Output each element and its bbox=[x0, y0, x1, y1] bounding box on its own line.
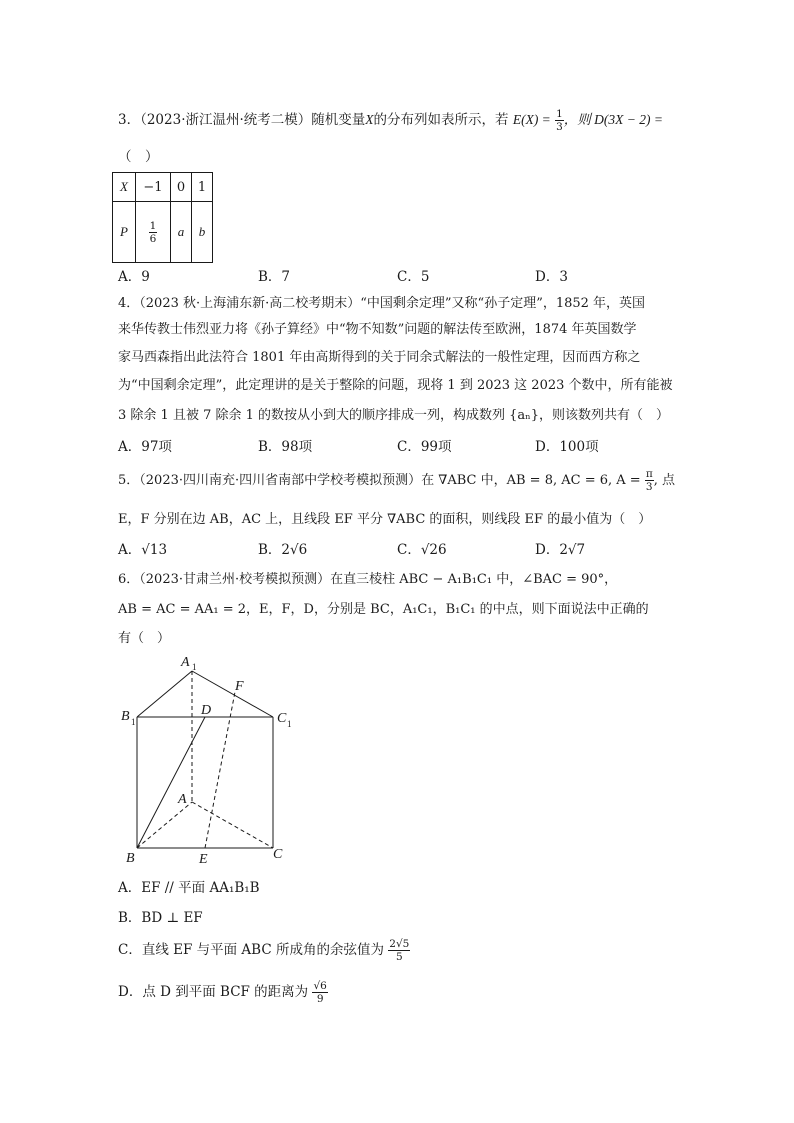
table-cell: −1 bbox=[136, 173, 171, 202]
q3-stem-text-b: 的分布列如表所示，若 bbox=[373, 112, 509, 128]
q3-frac-den: 3 bbox=[556, 121, 563, 133]
table-cell: 0 bbox=[171, 173, 192, 202]
q6-stem-line3: 有（ ） bbox=[118, 631, 171, 646]
q6-option-b[interactable]: B．BD ⊥ EF bbox=[118, 910, 203, 926]
label-e: E bbox=[199, 852, 208, 867]
label-f: F bbox=[235, 679, 244, 694]
q6-option-c[interactable] bbox=[118, 938, 410, 963]
label-a: A bbox=[178, 792, 187, 807]
q3-option-b[interactable]: B．7 bbox=[258, 269, 291, 285]
q3-variance: ，则 D(3X − 2) = bbox=[563, 112, 663, 127]
table-cell: P bbox=[113, 202, 136, 263]
q3-stem-text: 3．（2023·浙江温州·统考二模）随机变量 bbox=[118, 112, 366, 128]
q3-stem-line1 bbox=[118, 108, 663, 133]
d-frac-den: 9 bbox=[316, 993, 324, 1005]
label-a1: A bbox=[181, 655, 190, 670]
q4-line: 家马西森指出此法符合 1801 年由高斯得到的关于同余式解法的一般性定理，因而西方称之 bbox=[118, 350, 641, 365]
q5-frac-num: π bbox=[645, 468, 653, 480]
c-frac-den: 5 bbox=[395, 951, 403, 963]
label-c1: C bbox=[277, 711, 287, 726]
d-frac-num: √6 bbox=[313, 980, 327, 992]
q5-option-c[interactable]: C．√26 bbox=[397, 542, 447, 558]
label-a1-sub: 1 bbox=[192, 662, 197, 672]
q6-stem-line2: AB = AC = AA₁ = 2，E，F，D，分别是 BC，A₁C₁，B₁C₁ 的中点，则下面说法中正确的 bbox=[118, 602, 649, 617]
table-cell bbox=[136, 202, 171, 263]
q4-option-d[interactable]: D．100项 bbox=[535, 439, 599, 455]
table-cell: 1 bbox=[192, 173, 213, 202]
q4-option-b[interactable]: B．98项 bbox=[258, 439, 313, 455]
q4-line: 来华传教士伟烈亚力将《孙子算经》中“物不知数”问题的解法传至欧洲，1874 年英国数学 bbox=[118, 322, 637, 337]
q3-option-d[interactable]: D．3 bbox=[535, 269, 568, 285]
q5-option-d[interactable]: D．2√7 bbox=[535, 542, 586, 558]
q6-stem-line1: 6．（2023·甘肃兰州·校考模拟预测）在直三棱柱 ABC − A₁B₁C₁ 中，∠BAC = 90°， bbox=[118, 572, 618, 587]
q5-option-a[interactable]: A．√13 bbox=[118, 542, 168, 558]
q6-option-a[interactable]: A．EF // 平面 AA₁B₁B bbox=[118, 880, 260, 896]
q3-option-c[interactable]: C．5 bbox=[397, 269, 430, 285]
label-c1-sub: 1 bbox=[287, 719, 292, 729]
q3-expectation: E(X) = bbox=[512, 112, 551, 127]
q3-option-a[interactable]: A．9 bbox=[118, 269, 150, 285]
q4-option-c[interactable]: C．99项 bbox=[397, 439, 452, 455]
q6-option-c-fraction bbox=[388, 938, 410, 963]
q5-fraction bbox=[645, 468, 654, 493]
q5-stem-line2: E，F 分别在边 AB，AC 上，且线段 EF 平分 ∇ABC 的面积，则线段 EF 的最小值为（ ） bbox=[118, 512, 652, 527]
c-frac-num: 2√5 bbox=[389, 938, 410, 950]
q6-option-d-text: D．点 D 到平面 BCF 的距离为 bbox=[118, 984, 309, 1000]
label-b1: B bbox=[121, 709, 130, 724]
edge-b1-a1 bbox=[137, 671, 192, 717]
segment-ef bbox=[205, 692, 235, 848]
distribution-table bbox=[112, 172, 213, 263]
edge-b-a bbox=[137, 802, 192, 848]
q3-fraction bbox=[555, 108, 564, 133]
q3-frac-num: 1 bbox=[556, 108, 563, 120]
q4-line: 3 除余 1 且被 7 除余 1 的数按从小到大的顺序排成一列，构成数列 {aₙ}，则该数列共有（ ） bbox=[118, 408, 670, 423]
label-c: C bbox=[273, 847, 283, 862]
p-frac-num: 1 bbox=[149, 219, 157, 232]
q3-var: X bbox=[365, 112, 374, 127]
p-fraction bbox=[149, 220, 158, 245]
q4-option-a[interactable]: A．97项 bbox=[118, 439, 172, 455]
q5-frac-den: 3 bbox=[645, 481, 653, 493]
table-cell: X bbox=[113, 173, 136, 202]
table-cell: a bbox=[171, 202, 192, 263]
table-row bbox=[113, 173, 213, 202]
q5-stem-end: , 点 bbox=[653, 473, 675, 488]
q6-option-d-fraction bbox=[312, 980, 327, 1005]
q4-line: 为“中国剩余定理”，此定理讲的是关于整除的问题，现将 1 到 2023 这 2023 个数中，所有能被 bbox=[118, 378, 673, 393]
label-d: D bbox=[201, 703, 212, 718]
p-frac-den: 6 bbox=[149, 232, 157, 245]
q6-option-c-text: C．直线 EF 与平面 ABC 所成角的余弦值为 bbox=[118, 942, 384, 958]
q3-paren: （ ） bbox=[118, 149, 159, 165]
q5-option-b[interactable]: B．2√6 bbox=[258, 542, 308, 558]
segment-bd bbox=[137, 717, 205, 848]
q6-option-d[interactable] bbox=[118, 980, 328, 1005]
q4-line: 4．（2023 秋·上海浦东新·高二校考期末）“中国剩余定理”又称“孙子定理”，1852 年，英国 bbox=[118, 296, 646, 311]
label-b: B bbox=[126, 851, 135, 866]
q5-stem-line1 bbox=[118, 468, 675, 493]
edge-a1-c1 bbox=[192, 671, 273, 717]
edge-a-c bbox=[192, 802, 273, 848]
table-row bbox=[113, 202, 213, 263]
table-cell: b bbox=[192, 202, 213, 263]
label-b1-sub: 1 bbox=[131, 717, 136, 727]
q5-stem-text: 5．（2023·四川南充·四川省南部中学校考模拟预测）在 ∇ABC 中，AB = 8, AC = 6, A = bbox=[118, 473, 641, 488]
